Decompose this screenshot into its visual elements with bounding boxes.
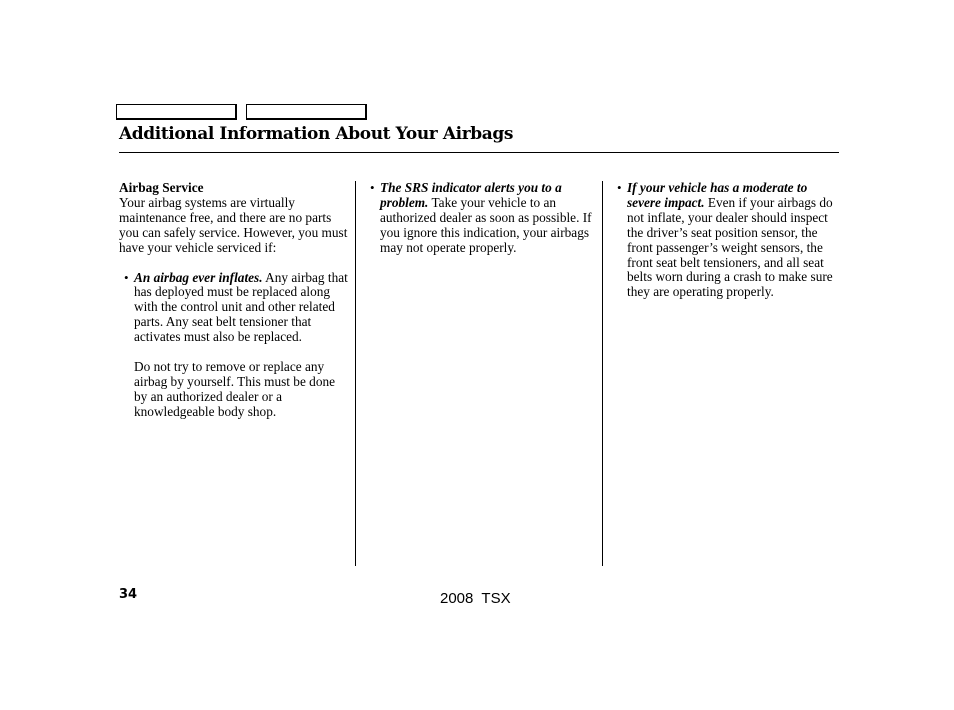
section-heading: Airbag Service [119,180,204,195]
nav-button-previous[interactable] [116,104,237,120]
column-divider [602,181,603,566]
bullet-lead: The SRS indicator alerts you to a problem. [380,180,562,210]
column-moderate-impact [617,181,839,300]
footer-model: 2008 TSX [440,590,511,607]
nav-button-next[interactable] [246,104,367,120]
title-divider [119,152,839,153]
list-item [124,271,351,346]
page-title: Additional Information About Your Airbags [119,124,514,144]
list-item [370,181,592,256]
bullet-text: Even if your airbags do not inflate, your dealer should inspect the driver’s seat position sensor, the front passenger’s weight sensors, the front seat belt tensioners, and all seat belts worn during a crash to make sure they are operating properly. [627,194,833,300]
list-item [617,181,839,300]
bullet-icon: • [370,180,375,195]
column-airbag-service [119,181,351,420]
note-paragraph: Do not try to remove or replace any airbag by yourself. This must be done by an authorized dealer or a knowledgeable body shop. [134,359,336,419]
bullet-lead: An airbag ever inflates. [134,269,263,285]
column-srs-indicator [370,181,592,256]
page-number: 34 [119,587,138,602]
column-divider [355,181,356,566]
bullet-text: Any airbag that has deployed must be replaced along with the control unit and other related parts. Any seat belt tensioner that activates must also be replaced. [134,269,348,345]
bullet-icon: • [617,180,622,195]
bullet-text: Take your vehicle to an authorized dealer as soon as possible. If you ignore this indication, your airbags may not operate properly. [380,194,592,255]
bullet-icon: • [124,269,129,285]
intro-paragraph: Your airbag systems are virtually maintenance free, and there are no parts you can safely service. However, you must have your vehicle serviced if: [119,194,348,255]
bullet-lead: If your vehicle has a moderate to severe impact. [627,180,808,210]
